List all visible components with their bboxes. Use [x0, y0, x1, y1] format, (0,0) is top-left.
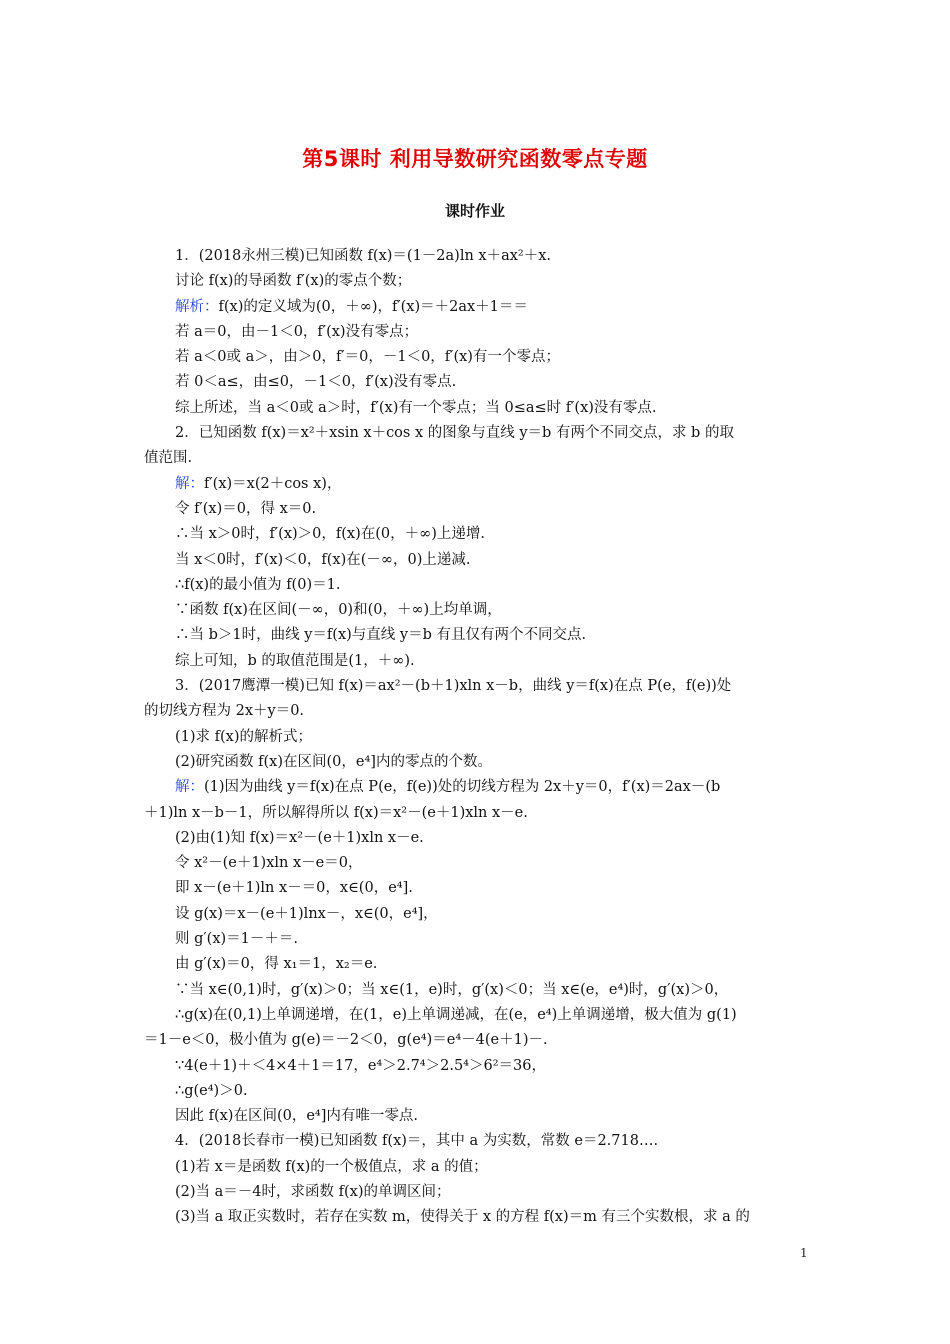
text-line [144, 497, 808, 522]
text-line [144, 396, 808, 421]
text-line [144, 598, 808, 623]
line-text: 3．(2017鹰潭一模)已知 f(x)＝ax²－(b＋1)xln x－b，曲线 y＝f(x)在点 P(e，f(e))处 [175, 678, 732, 695]
line-text: 4．(2018长春市一模)已知函数 f(x)＝，其中 a 为实数，常数 e＝2.718…. [175, 1133, 659, 1150]
text-line [144, 699, 808, 724]
line-text: 因此 f(x)在区间(0，e⁴]内有唯一零点. [175, 1108, 419, 1125]
line-text: (1)因为曲线 y＝f(x)在点 P(e，f(e))处的切线方程为 2x＋y＝0，f′(x)＝2ax－(b [204, 779, 721, 796]
text-line [144, 421, 808, 446]
line-text: 若 a＝0，由－1＜0，f′(x)没有零点； [175, 323, 419, 340]
text-line [144, 1028, 808, 1053]
line-text: ∵函数 f(x)在区间(－∞，0)和(0，＋∞)上均单调， [175, 602, 502, 619]
line-text: 1．(2018永州三模)已知函数 f(x)＝(1－2a)ln x＋ax²＋x. [175, 248, 552, 264]
line-text: 当 x＜0时，f′(x)＜0，f(x)在(－∞，0)上递减. [175, 551, 471, 568]
line-text: ∴当 b＞1时，曲线 y＝f(x)与直线 y＝b 有且仅有两个不同交点. [175, 627, 587, 644]
text-line [144, 1205, 808, 1230]
answer-label: 解析： [175, 298, 219, 315]
line-text: 由 g′(x)＝0，得 x₁＝1，x₂＝e. [175, 956, 378, 973]
line-text: ∴当 x＞0时，f′(x)＞0，f(x)在(0，＋∞)上递增. [175, 526, 485, 543]
line-text: (3)当 a 取正实数时，若存在实数 m，使得关于 x 的方程 f(x)＝m 有三个实数根，求 a 的 [175, 1209, 750, 1226]
line-text: 即 x－(e＋1)ln x－＝0，x∈(0，e⁴]. [175, 880, 413, 897]
line-text: 综上所述，当 a＜0或 a＞时，f′(x)有一个零点；当 0≤a≤时 f′(x)没有零点. [175, 399, 657, 416]
line-text: 设 g(x)＝x－(e＋1)lnx－，x∈(0，e⁴]， [175, 905, 438, 922]
line-text: ＋1)ln x－b－1，所以解得所以 f(x)＝x²－(e＋1)xln x－e. [144, 804, 528, 821]
line-text: 综上可知，b 的取值范围是(1，＋∞). [175, 652, 415, 669]
answer-label: 解： [175, 475, 204, 492]
line-text: ∴g(x)在(0,1)上单调递增，在(1，e)上单调递减，在(e，e⁴)上单调递增，极大值为 g(1) [175, 1006, 737, 1023]
line-text: 若 0＜a≤，由≤0，－1＜0，f′(x)没有零点. [175, 374, 457, 391]
text-line [144, 370, 808, 395]
text-line [144, 1129, 808, 1154]
line-text: 讨论 f(x)的导函数 f′(x)的零点个数； [175, 273, 412, 290]
text-line [144, 1054, 808, 1079]
line-text: (1)若 x＝是函数 f(x)的一个极值点，求 a 的值； [175, 1158, 488, 1175]
text-line [144, 674, 808, 699]
line-text: (2)当 a＝－4时，求函数 f(x)的单调区间； [175, 1183, 451, 1200]
document-body [144, 244, 808, 1231]
line-text: ∴f(x)的最小值为 f(0)＝1. [175, 576, 341, 593]
page-title: 第5课时 利用导数研究函数零点专题 [302, 147, 648, 171]
line-text: 的切线方程为 2x＋y＝0. [144, 703, 305, 720]
line-text: ∴g(e⁴)＞0. [175, 1082, 248, 1099]
line-text: 值范围. [144, 450, 193, 467]
line-text: f′(x)＝x(2＋cos x)， [204, 475, 342, 492]
text-line [144, 1104, 808, 1129]
text-line [144, 978, 808, 1003]
text-line [144, 927, 808, 952]
text-line [144, 649, 808, 674]
text-line [144, 244, 808, 269]
line-text: f(x)的定义域为(0，＋∞)，f′(x)＝＋2ax＋1＝＝ [218, 298, 528, 315]
text-line [144, 775, 808, 800]
text-line [144, 902, 808, 927]
text-line [144, 801, 808, 826]
line-text: 若 a＜0或 a＞，由＞0，f′＝0，－1＜0，f′(x)有一个零点； [175, 349, 560, 366]
text-line [144, 826, 808, 851]
page-number: 1 [800, 1246, 808, 1260]
line-text: ∵当 x∈(0,1)时，g′(x)＞0；当 x∈(1，e)时，g′(x)＜0；当 x∈(e，e⁴)时，g′(x)＞0， [175, 981, 729, 998]
line-text: 则 g′(x)＝1－＋＝. [175, 931, 299, 948]
text-line [144, 952, 808, 977]
text-line [144, 446, 808, 471]
text-line [144, 573, 808, 598]
text-line [144, 876, 808, 901]
text-line [144, 1003, 808, 1028]
line-text: (2)研究函数 f(x)在区间(0，e⁴]内的零点的个数。 [175, 753, 492, 770]
line-text: (2)由(1)知 f(x)＝x²－(e＋1)xln x－e. [175, 829, 424, 846]
text-line [144, 472, 808, 497]
text-line [144, 750, 808, 775]
text-line [144, 851, 808, 876]
section-subtitle: 课时作业 [444, 202, 505, 220]
line-text: 令 f′(x)＝0，得 x＝0. [175, 500, 317, 517]
line-text: ∵4(e＋1)＋＜4×4＋1＝17，e⁴＞2.7⁴＞2.5⁴＞6²＝36， [175, 1057, 546, 1074]
line-text: 令 x²－(e＋1)xln x－e＝0， [175, 855, 363, 872]
text-line [144, 522, 808, 547]
text-line [144, 345, 808, 370]
text-line [144, 725, 808, 750]
text-line [144, 623, 808, 648]
text-line [144, 320, 808, 345]
line-text: 2．已知函数 f(x)＝x²＋xsin x＋cos x 的图象与直线 y＝b 有两个不同交点，求 b 的取 [175, 425, 734, 442]
text-line [144, 295, 808, 320]
text-line [144, 269, 808, 294]
answer-label: 解： [175, 779, 204, 796]
text-line [144, 1180, 808, 1205]
text-line [144, 1079, 808, 1104]
line-text: ＝1－e＜0，极小值为 g(e)＝－2＜0，g(e⁴)＝e⁴－4(e＋1)－. [144, 1032, 548, 1049]
text-line [144, 548, 808, 573]
text-line [144, 1155, 808, 1180]
line-text: (1)求 f(x)的解析式； [175, 728, 313, 745]
